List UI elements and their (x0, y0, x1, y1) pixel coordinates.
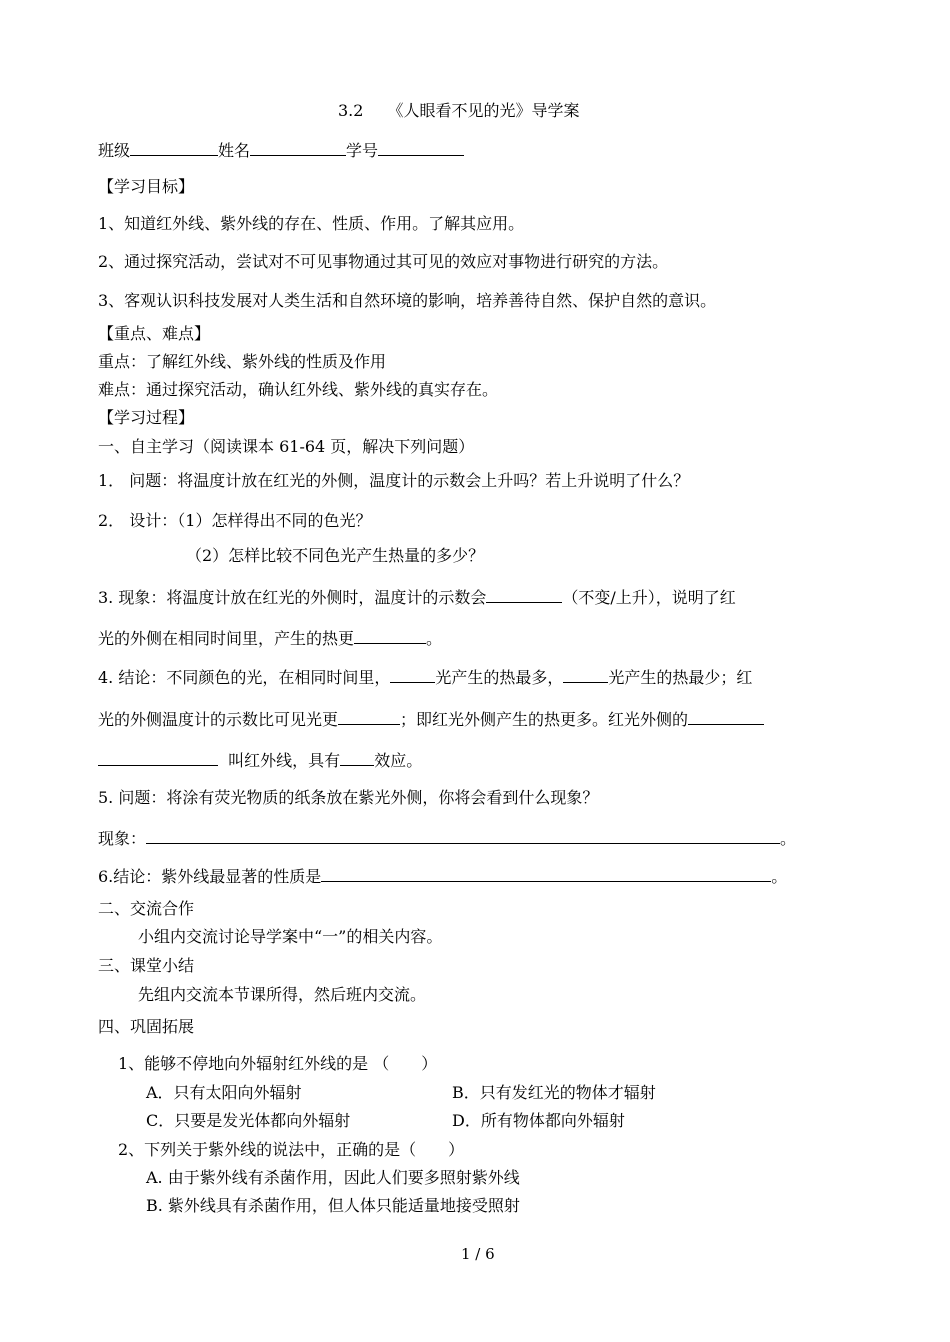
page-number: 1 / 6 (461, 1245, 495, 1263)
q4-blank-6[interactable] (340, 748, 374, 766)
process-heading: 【学习过程】 (98, 408, 195, 427)
question-4-line-2: 光的外侧温度计的示数比可见光更 ；即红光外侧产生的热更多。红光外侧的 (98, 707, 764, 731)
exercise-2-option-a: A. 由于紫外线有杀菌作用，因此人们要多照射紫外线 (146, 1168, 520, 1187)
goal-item-2: 2、通过探究活动，尝试对不可见事物通过其可见的效应对事物进行研究的方法。 (98, 252, 669, 271)
section-self-study: 一、自主学习（阅读课本 61-64 页，解决下列问题） (98, 437, 475, 456)
q4-blank-1[interactable] (390, 665, 435, 683)
goals-heading: 【学习目标】 (98, 177, 195, 196)
q4-blank-3[interactable] (338, 707, 400, 725)
q3-blank-1[interactable] (486, 585, 562, 603)
class-blank[interactable] (130, 138, 218, 156)
question-6: 6.结论：紫外线最显著的性质是 。 (98, 864, 787, 888)
question-4-line-3: 叫红外线，具有 效应。 (98, 748, 422, 772)
keypoints-heading: 【重点、难点】 (98, 324, 211, 343)
focus-text: 重点：了解红外线、紫外线的性质及作用 (98, 352, 387, 371)
question-1: 1． 问题：将温度计放在红光的外侧，温度计的示数会上升吗？若上升说明了什么？ (98, 471, 690, 490)
class-label: 班级 (98, 141, 131, 160)
q4-blank-5[interactable] (98, 748, 218, 766)
page-title: 3.2 《人眼看不见的光》导学案 (338, 101, 580, 120)
question-2b: （2）怎样比较不同色光产生热量的多少？ (186, 546, 485, 565)
question-2a: 2． 设计：（1）怎样得出不同的色光？ (98, 511, 372, 530)
exercise-1-option-b: B．只有发红光的物体才辐射 (452, 1083, 656, 1102)
name-blank[interactable] (250, 138, 346, 156)
id-label: 学号 (346, 141, 379, 160)
section-summary: 三、课堂小结 (98, 956, 195, 975)
exercise-1-option-c: C．只要是发光体都向外辐射 (146, 1111, 351, 1130)
question-4-line-1: 4. 结论：不同颜色的光，在相同时间里， 光产生的热最多， 光产生的热最少；红 (98, 665, 752, 689)
q5-blank[interactable] (146, 826, 780, 844)
q3-blank-2[interactable] (354, 626, 426, 644)
exercise-1-option-a: A．只有太阳向外辐射 (146, 1083, 302, 1102)
q4-blank-4[interactable] (688, 707, 764, 725)
q6-blank[interactable] (321, 864, 771, 882)
q4-blank-2[interactable] (563, 665, 608, 683)
section-exchange: 二、交流合作 (98, 899, 195, 918)
student-info-line (98, 138, 464, 162)
question-5-answer: 现象： 。 (98, 826, 796, 850)
id-blank[interactable] (378, 138, 464, 156)
difficulty-text: 难点：通过探究活动，确认红外线、紫外线的真实存在。 (98, 380, 499, 399)
name-label: 姓名 (218, 141, 251, 160)
goal-item-1: 1、知道红外线、紫外线的存在、性质、作用。了解其应用。 (98, 214, 525, 233)
section-summary-text: 先组内交流本节课所得，然后班内交流。 (138, 985, 427, 1004)
question-3-line-2: 光的外侧在相同时间里，产生的热更 。 (98, 626, 442, 650)
exercise-2: 2、下列关于紫外线的说法中，正确的是（ ） (118, 1140, 465, 1159)
section-consolidate: 四、巩固拓展 (98, 1017, 195, 1036)
section-exchange-text: 小组内交流讨论导学案中“一”的相关内容。 (138, 927, 443, 946)
exercise-1-option-d: D．所有物体都向外辐射 (452, 1111, 625, 1130)
exercise-1: 1、能够不停地向外辐射红外线的是 （ ） (118, 1054, 438, 1073)
goal-item-3: 3、客观认识科技发展对人类生活和自然环境的影响，培养善待自然、保护自然的意识。 (98, 291, 717, 310)
question-3-line-1: 3. 现象：将温度计放在红光的外侧时，温度计的示数会 （不变/上升），说明了红 (98, 585, 736, 609)
question-5: 5. 问题：将涂有荧光物质的纸条放在紫光外侧，你将会看到什么现象？ (98, 788, 599, 807)
exercise-2-option-b: B. 紫外线具有杀菌作用，但人体只能适量地接受照射 (146, 1196, 520, 1215)
